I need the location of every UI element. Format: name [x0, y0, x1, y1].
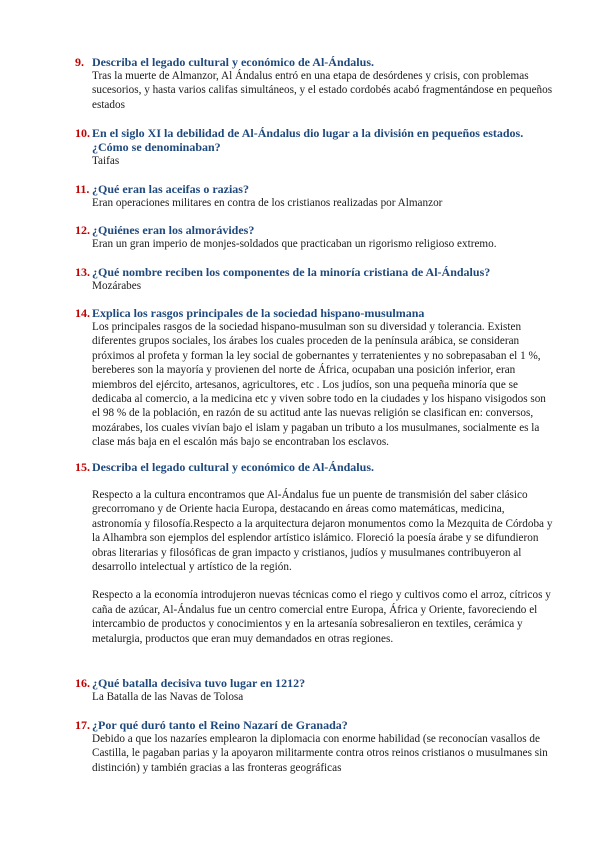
- question-title: ¿Qué batalla decisiva tuvo lugar en 1212?: [92, 676, 306, 690]
- answer-text: Eran operaciones militares en contra de los cristianos realizadas por Almanzor: [92, 197, 443, 209]
- question-number: 9.: [75, 55, 84, 69]
- question-9: [75, 55, 555, 112]
- question-15: [75, 460, 555, 646]
- question-title: En el siglo XI la debilidad de Al-Ándalus dio lugar a la división en pequeños estados. ¿Cómo se denominaban?: [92, 126, 524, 154]
- question-14: [75, 306, 555, 450]
- answer-text: Eran un gran imperio de monjes-soldados que practicaban un rigorismo religioso extremo.: [92, 238, 497, 250]
- question-title: ¿Por qué duró tanto el Reino Nazarí de Granada?: [92, 718, 348, 732]
- answer-text: Los principales rasgos de la sociedad hispano-musulman son su diversidad y tolerancia. Existen diferentes grupos sociales, los árabes los cuales proceden de la península arábica, se consideran próximos al profeta y forman la ley social de gobernantes y terratenientes y no sobrepasaban el 1 %, bereberes son la mayoría y provienen del norte de África, ocupaban una posición inferior, eran miembros del ejército, artesanos, agricultores, etc . Los judíos, son una pequeña minoría que se dedicaba al comercio, a la medicina etc y viven sobre todo en la ciudades y los hispano visigodos son el 98 % de la población, en razón de su actitud ante las nuevas religión se clasifican en: conversos, mozárabes, los cuales vivían bajo el islam y pagaban un tributo a los musulmanes, socialmente es la clase más baja en el escalón más bajo se encontraban los esclavos.: [92, 321, 546, 449]
- answer-text: [92, 488, 555, 646]
- question-12: [75, 223, 555, 251]
- question-title: ¿Quiénes eran los almorávides?: [92, 223, 255, 237]
- answer-text: Taifas: [92, 155, 120, 167]
- question-title: Describa el legado cultural y económico de Al-Ándalus.: [92, 55, 374, 69]
- answer-text: La Batalla de las Navas de Tolosa: [92, 691, 244, 703]
- question-number: 13.: [75, 265, 90, 279]
- answer-text: Tras la muerte de Almanzor, Al Ándalus entró en una etapa de desórdenes y crisis, con problemas sucesorios, y hasta varios califas simultáneos, y el estado cordobés acabó fragmentándose en pequeños estados: [92, 70, 553, 111]
- question-17: [75, 718, 555, 775]
- question-number: 17.: [75, 718, 90, 732]
- question-11: [75, 182, 555, 210]
- question-number: 12.: [75, 223, 90, 237]
- question-title: Describa el legado cultural y económico de Al-Ándalus.: [92, 460, 374, 474]
- answer-paragraph-economy: Respecto a la economía introdujeron nuevas técnicas como el riego y cultivos como el arroz, cítricos y caña de azúcar, Al-Ándalus fue un centro comercial entre Europa, África y Oriente, favoreciendo el intercambio de productos y conocimientos y en la artesanía sobresalieron en textiles, cerámica y metalurgia, productos que eran muy demandados en otras regiones.: [92, 589, 551, 645]
- question-13: [75, 265, 555, 293]
- question-number: 11.: [75, 182, 90, 196]
- question-number: 15.: [75, 460, 90, 474]
- question-title: ¿Qué eran las aceifas o razias?: [92, 182, 249, 196]
- answer-text: Debido a que los nazaríes emplearon la diplomacia con enorme habilidad (se reconocían vasallos de Castilla, le pagaban parias y la apoyaron militarmente contra otros reinos cristianos o musulmanes sin distinción) y también gracias a las fronteras geográficas: [92, 733, 548, 774]
- answer-paragraph-culture: Respecto a la cultura encontramos que Al-Ándalus fue un puente de transmisión del saber clásico grecorromano y de Oriente hacia Europa, destacando en áreas como matemáticas, medicina, astronomía y filosofía.Respecto a la arquitectura dejaron monumentos como la Mezquita de Córdoba y la Alhambra son ejemplos del esplendor artístico islámico. Floreció la poesía árabe y se difundieron obras literarias y filosóficas de gran impacto y cristianos, judíos y musulmanes contribuyeron al desarrollo intelectual y artístico de la región.: [92, 489, 553, 574]
- question-number: 16.: [75, 676, 90, 690]
- question-10: [75, 126, 555, 168]
- question-title: ¿Qué nombre reciben los componentes de la minoría cristiana de Al-Ándalus?: [92, 265, 491, 279]
- answer-text: Mozárabes: [92, 280, 142, 292]
- question-number: 10.: [75, 126, 90, 140]
- question-16: [75, 676, 555, 704]
- question-title: Explica los rasgos principales de la sociedad hispano-musulmana: [92, 306, 425, 320]
- question-number: 14.: [75, 306, 90, 320]
